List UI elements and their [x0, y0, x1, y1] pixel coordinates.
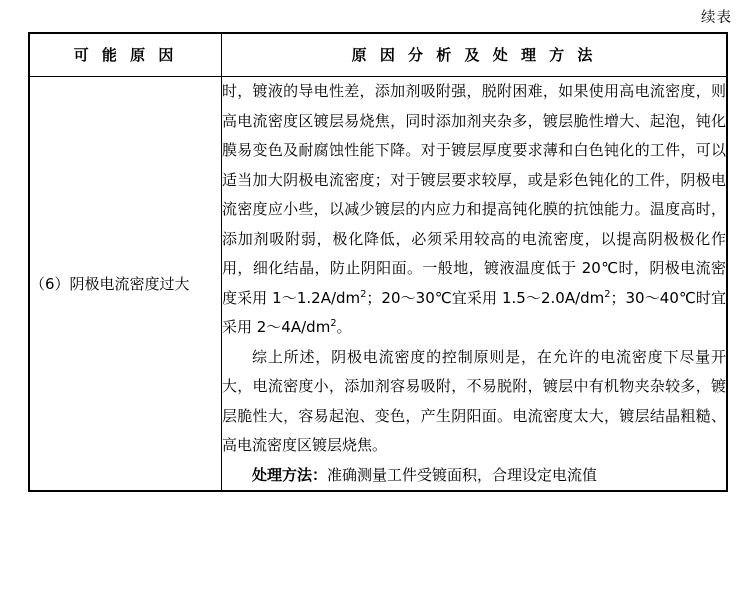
continued-table-label: 续表 [701, 10, 732, 26]
data-table-wrapper [28, 32, 728, 492]
table-header-row [30, 34, 727, 77]
cell-analysis [222, 77, 727, 491]
analysis-paragraph-3 [222, 461, 726, 491]
treatment-method-text: 准确测量工件受镀面积，合理设定电流值 [327, 465, 598, 484]
table-row [30, 77, 727, 491]
analysis-paragraph-1: 时，镀液的导电性差，添加剂吸附强，脱附困难，如果使用高电流密度，则高电流密度区镀层易烧焦，同时添加剂夹杂多，镀层脆性增大、起泡，钝化膜易变色及耐腐蚀性能下降。对于镀层厚度要求薄和白色钝化的工件，可以适当加大阴极电流密度；对于镀层要求较厚，或是彩色钝化的工件，阴极电流密度应小些，以减少镀层的内应力和提高钝化膜的抗蚀能力。温度高时，添加剂吸附弱，极化降低，必须采用较高的电流密度，以提高阴极极化作用，细化结晶，防止阴阳面。一般地，镀液温度低于 20℃时，阴极电流密度采用 $1\sim 1.2A/dm^2$；20～30℃宜采用 $1.5\sim 2.0A/dm^2$；30～40℃时宜采用 $2\sim 4A/dm^2$。 [222, 82, 727, 336]
analysis-paragraph-2: 综上所述，阴极电流密度的控制原则是，在允许的电流密度下尽量开大，电流密度小，添加剂容易吸附，不易脱附，镀层中有机物夹杂较多，镀层脆性大，容易起泡、变色，产生阴阳面。电流密度太大，镀层结晶粗糙、高电流密度区镀层烧焦。 [222, 347, 726, 454]
cell-cause: （6）阴极电流密度过大 [30, 77, 222, 491]
column-header-cause: 可 能 原 因 [30, 34, 222, 77]
data-table [29, 33, 727, 491]
column-header-analysis: 原 因 分 析 及 处 理 方 法 [222, 34, 727, 77]
treatment-method-label: 处理方法： [252, 465, 328, 484]
